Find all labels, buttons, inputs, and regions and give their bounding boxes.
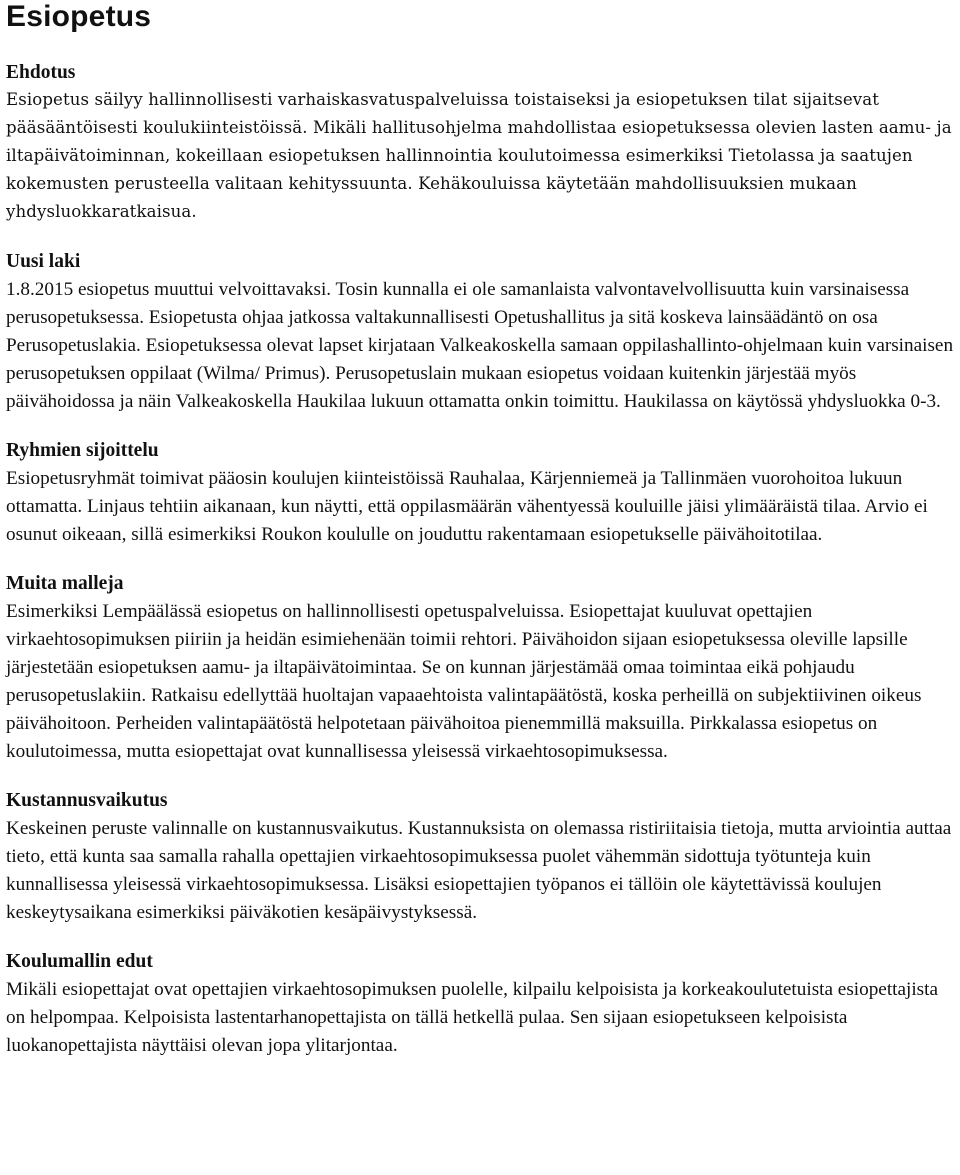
- section-body-ehdotus: Esiopetus säilyy hallinnollisesti varhaiskasvatuspalveluissa toistaiseksi ja esiopetuksen tilat sijaitsevat pääsääntöisesti koulukiinteistöissä. Mikäli hallitusohjelma mahdollistaa esiopetuksessa olevien lasten aamu- ja iltapäivätoiminnan, kokeillaan esiopetuksen hallinnointia koulutoimessa esimerkiksi Tietolassa ja saatujen kokemusten perusteella valitaan kehityssuunta. Kehäkouluissa käytetään mahdollisuuksien mukaan yhdysluokkaratkaisua.: [6, 90, 952, 221]
- page-title: Esiopetus: [6, 0, 152, 33]
- section-koulumallin-edut: [6, 950, 954, 1060]
- section-body-muita-malleja: Esimerkiksi Lempäälässä esiopetus on hallinnollisesti opetuspalveluissa. Esiopettajat kuuluvat opettajien virkaehtosopimuksen piiriin ja heidän esimiehenään toimii rehtori. Päivähoidon sijaan esiopetuksessa oleville lapsille järjestetään esiopetuksen aamu- ja iltapäivätoimintaa. Se on kunnan järjestämää omaa toimintaa eikä pohjaudu perusopetuslakiin. Ratkaisu edellyttää huoltajan vapaaehtoista valintapäätöstä, koska perheillä on subjektiivinen oikeus päivähoitoon. Perheiden valintapäätöstä helpotetaan päivähoitoa pienemmillä maksuilla. Pirkkalassa esiopetus on koulutoimessa, mutta esiopettajat ovat kunnallisessa yleisessä virkaehtosopimuksessa.: [6, 601, 922, 762]
- section-heading-kustannusvaikutus: Kustannusvaikutus: [6, 790, 168, 811]
- section-body-uusi-laki: 1.8.2015 esiopetus muuttui velvoittavaksi. Tosin kunnalla ei ole samanlaista valvontavelvollisuutta kuin varsinaisessa perusopetuksessa. Esiopetusta ohjaa jatkossa valtakunnallisesti Opetushallitus ja sitä koskeva lainsäädäntö on osa Perusopetuslakia. Esiopetuksessa olevat lapset kirjataan Valkeakoskella samaan oppilashallinto-ohjelmaan kuin varsinaisen perusopetuksen oppilaat (Wilma/ Primus). Perusopetuslain mukaan esiopetus voidaan kuitenkin järjestää myös päivähoidossa ja näin Valkeakoskella Haukilaa lukuun ottamatta onkin toimittu. Haukilassa on käytössä yhdysluokka 0-3.: [6, 279, 954, 412]
- section-ehdotus: [6, 61, 954, 226]
- section-body-ryhmien-sijoittelu: Esiopetusryhmät toimivat pääosin koulujen kiinteistöissä Rauhalaa, Kärjenniemeä ja Tallinmäen vuorohoitoa lukuun ottamatta. Linjaus tehtiin aikanaan, kun näytti, että oppilasmäärän vähentyessä kouluille jäisi ylimääräistä tilaa. Arvio ei osunut oikeaan, sillä esimerkiksi Roukon koululle on jouduttu rakentamaan esiopetukselle päivähoitotilaa.: [6, 468, 928, 545]
- section-heading-muita-malleja: Muita malleja: [6, 573, 124, 594]
- section-kustannusvaikutus: [6, 789, 954, 927]
- section-body-koulumallin-edut: Mikäli esiopettajat ovat opettajien virkaehtosopimuksen puolelle, kilpailu kelpoisista ja korkeakoulutetuista esiopettajista on helpompaa. Kelpoisista lastentarhanopettajista on tällä hetkellä pulaa. Sen sijaan esiopetukseen kelpoisista luokanopettajista näyttäisi olevan jopa ylitarjontaa.: [6, 979, 938, 1056]
- section-body-kustannusvaikutus: Keskeinen peruste valinnalle on kustannusvaikutus. Kustannuksista on olemassa ristiriitaisia tietoja, mutta arviointia auttaa tieto, että kunta saa samalla rahalla opettajien virkaehtosopimuksessa puolet vähemmän sidottuja työtunteja kuin kunnallisessa yleisessä virkaehtosopimuksessa. Lisäksi esiopettajien työpanos ei tällöin ole käytettävissä koulujen keskeytysaikana esimerkiksi päiväkotien kesäpäivystyksessä.: [6, 818, 952, 923]
- section-heading-ehdotus: Ehdotus: [6, 62, 76, 83]
- section-heading-ryhmien-sijoittelu: Ryhmien sijoittelu: [6, 440, 159, 461]
- section-ryhmien-sijoittelu: [6, 439, 954, 549]
- section-muita-malleja: [6, 572, 954, 766]
- section-heading-uusi-laki: Uusi laki: [6, 251, 81, 272]
- section-uusi-laki: [6, 250, 954, 416]
- section-heading-koulumallin-edut: Koulumallin edut: [6, 951, 153, 972]
